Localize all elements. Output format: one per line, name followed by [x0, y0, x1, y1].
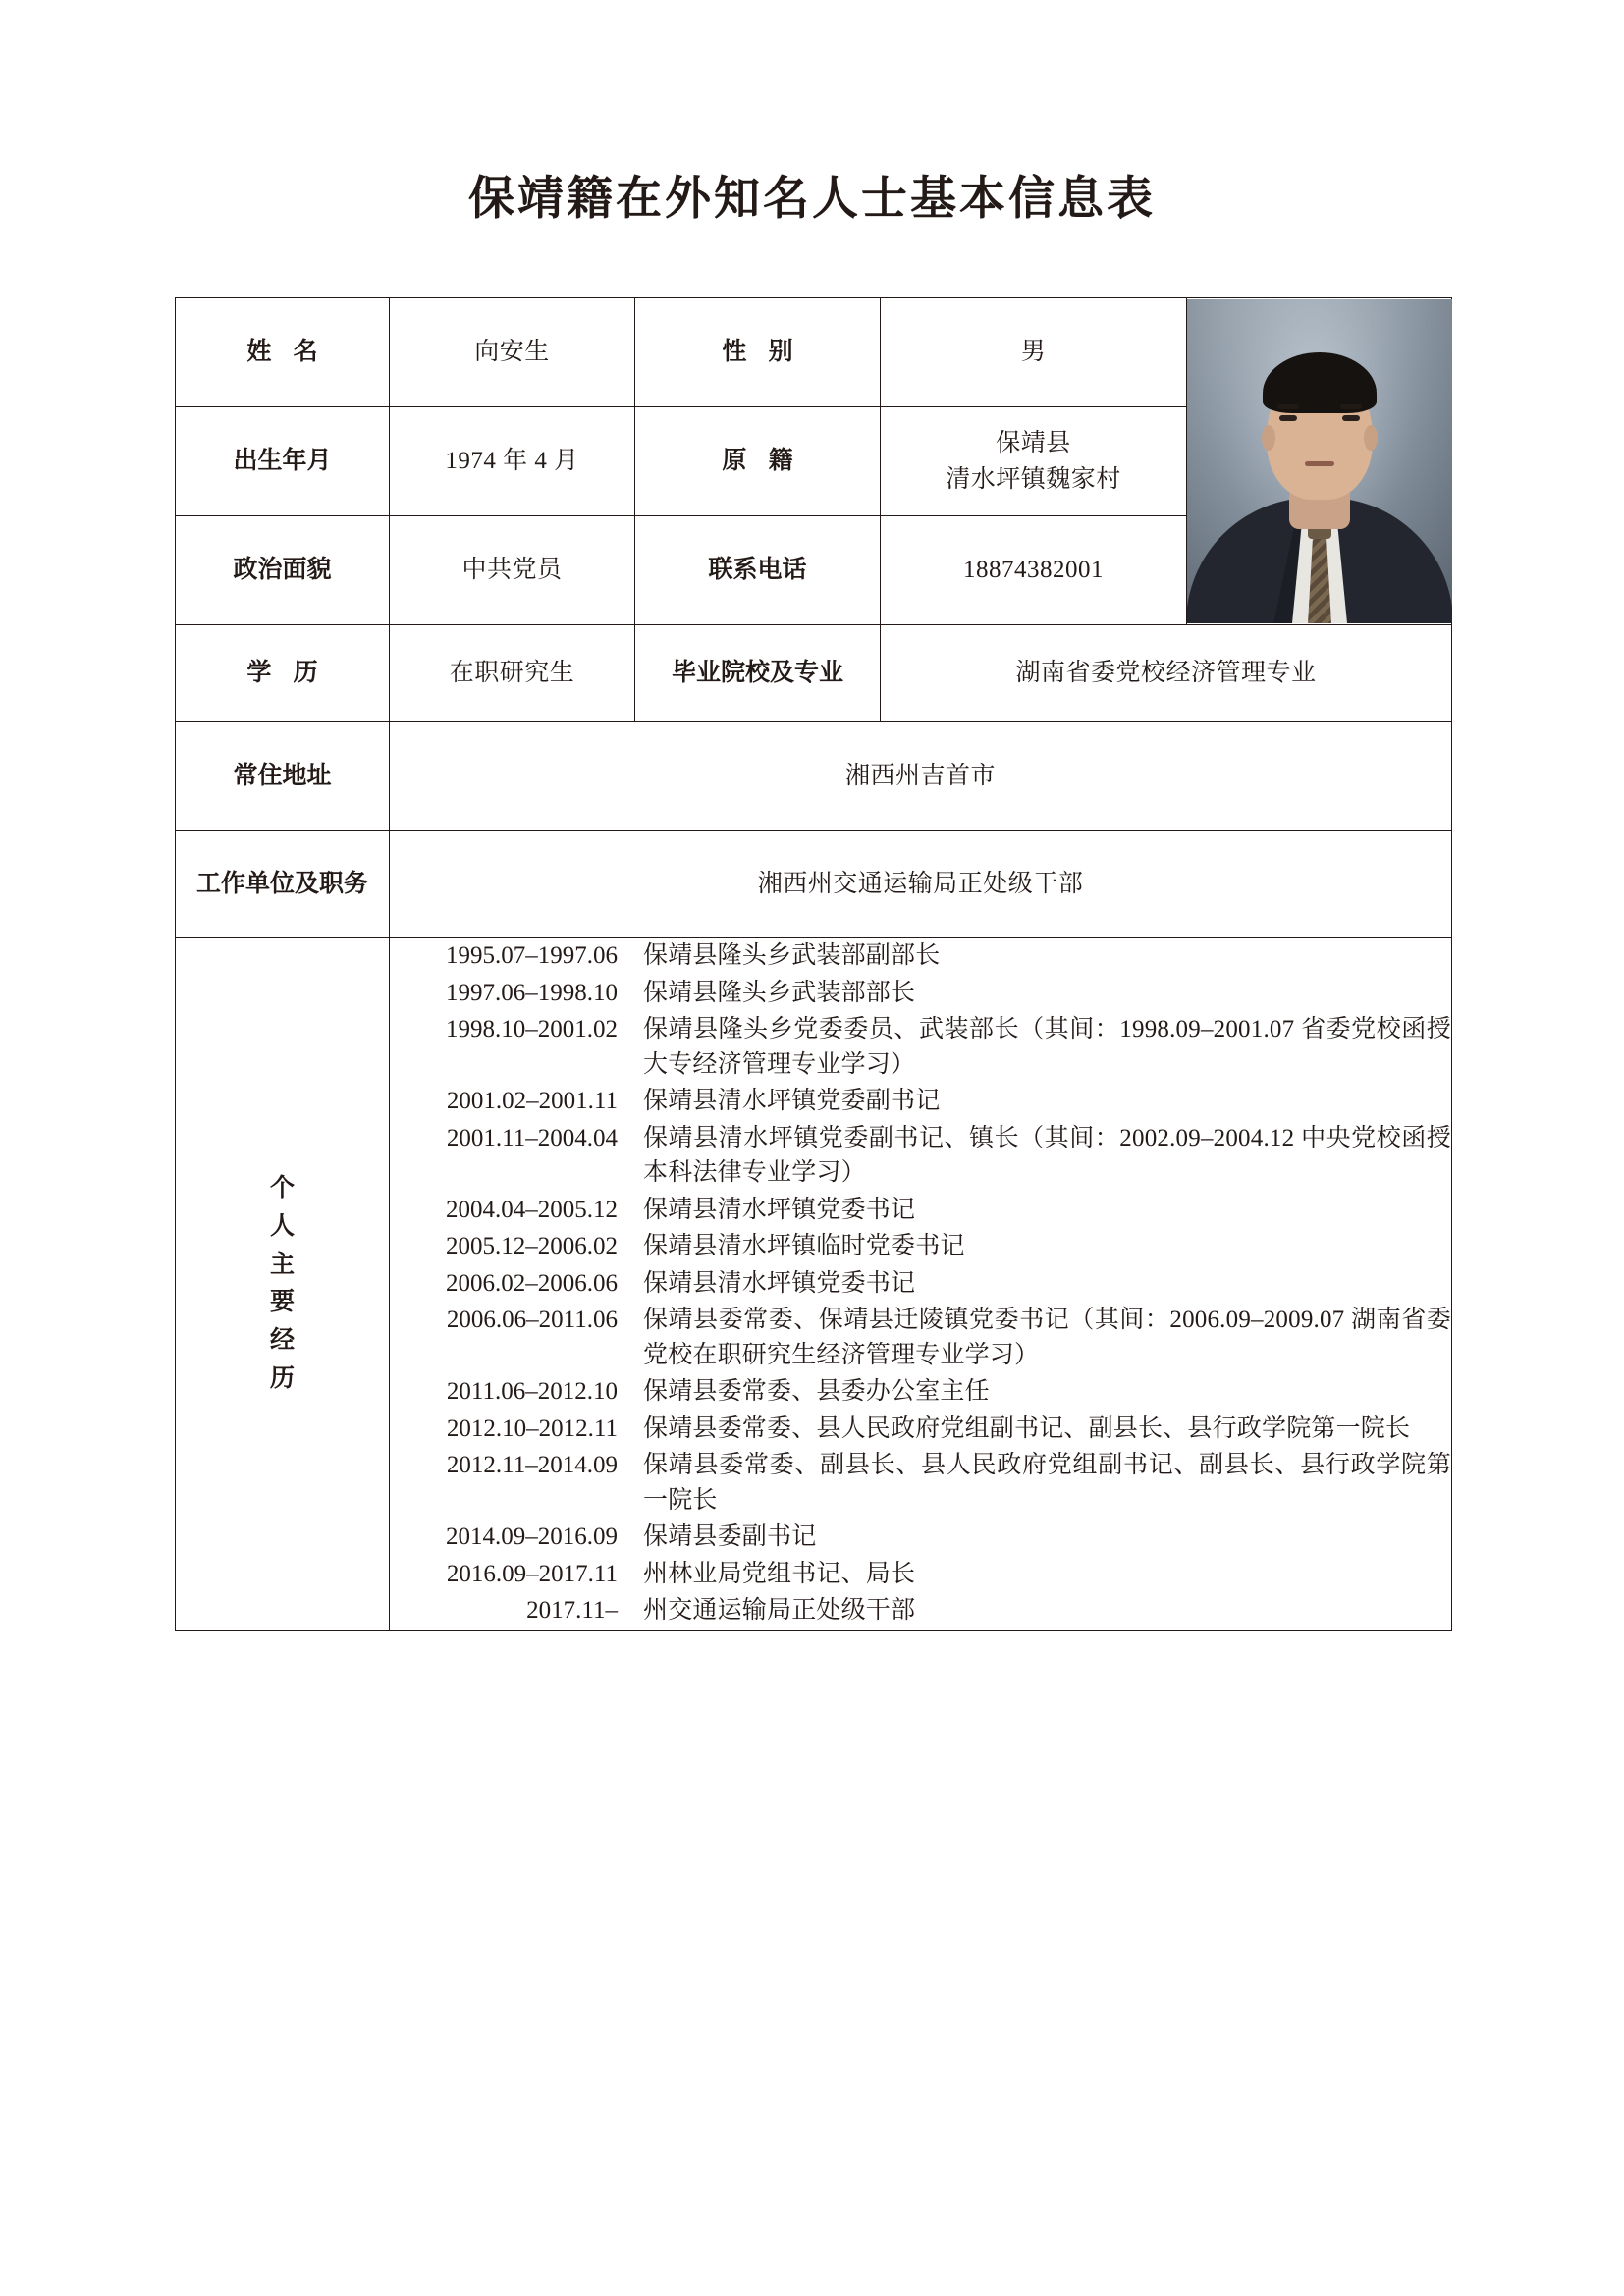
experience-period: 2012.11–2014.09 — [446, 1452, 618, 1478]
experience-description: 保靖县委常委、保靖县迁陵镇党委书记（其间：2006.09–2009.07 湖南省委党校在职研究生经济管理专业学习） — [643, 1307, 1451, 1368]
eye-right — [1342, 415, 1360, 421]
name-label: 姓 名 — [176, 298, 390, 407]
eyebrow-left — [1277, 404, 1299, 409]
experience-period: 2012.10–2012.11 — [446, 1415, 618, 1442]
experience-item — [390, 1557, 1451, 1592]
experience-period: 2006.06–2011.06 — [446, 1307, 618, 1333]
experience-description: 保靖县清水坪镇临时党委书记 — [643, 1233, 965, 1259]
education-value: 在职研究生 — [390, 625, 635, 722]
experience-period: 1995.07–1997.06 — [446, 942, 618, 969]
experience-body — [390, 938, 1452, 1631]
experience-period: 2016.09–2017.11 — [446, 1560, 618, 1587]
school-value: 湖南省委党校经济管理专业 — [881, 625, 1452, 722]
table-row — [176, 722, 1452, 831]
ear-left — [1262, 425, 1275, 451]
basic-info-table — [175, 297, 1452, 1631]
experience-description: 州林业局党组书记、局长 — [643, 1560, 916, 1587]
political-status-value: 中共党员 — [390, 516, 635, 625]
experience-label-char: 要 — [269, 1289, 295, 1316]
experience-description: 保靖县委常委、副县长、县人民政府党组副书记、副县长、县行政学院第一院长 — [643, 1452, 1451, 1514]
name-value: 向安生 — [390, 298, 635, 407]
experience-description: 保靖县清水坪镇党委书记 — [643, 1269, 916, 1297]
experience-period: 2006.02–2006.06 — [446, 1269, 618, 1297]
mouth — [1305, 461, 1334, 466]
experience-label — [176, 938, 390, 1631]
experience-description: 保靖县委常委、县委办公室主任 — [643, 1378, 990, 1405]
political-status-label: 政治面貌 — [176, 516, 390, 625]
work-unit-label: 工作单位及职务 — [176, 831, 390, 938]
address-value: 湘西州吉首市 — [390, 722, 1452, 831]
experience-row — [176, 938, 1452, 1631]
experience-item — [390, 1193, 1451, 1228]
experience-description: 保靖县隆头乡武装部副部长 — [643, 942, 941, 969]
experience-item — [390, 1012, 1451, 1082]
gender-label: 性 别 — [635, 298, 881, 407]
info-table-container — [175, 297, 1451, 1631]
portrait-photo — [1187, 299, 1452, 623]
origin-value-line1: 保靖县 — [996, 429, 1071, 456]
education-label: 学 历 — [176, 625, 390, 722]
birth-value: 1974 年 4 月 — [390, 407, 635, 516]
eye-left — [1279, 415, 1297, 421]
birth-label: 出生年月 — [176, 407, 390, 516]
table-row — [176, 625, 1452, 722]
experience-item — [390, 938, 1451, 974]
experience-period: 2001.11–2004.04 — [446, 1124, 618, 1151]
phone-value: 18874382001 — [881, 516, 1187, 625]
eyebrow-right — [1340, 404, 1362, 409]
experience-item — [390, 1303, 1451, 1372]
experience-period: 2001.02–2001.11 — [446, 1088, 618, 1114]
experience-period: 2017.11– — [526, 1597, 618, 1624]
origin-value-line2: 清水坪镇魏家村 — [946, 466, 1121, 493]
experience-label-char: 历 — [269, 1364, 295, 1392]
experience-item — [390, 1374, 1451, 1410]
experience-description: 保靖县清水坪镇党委副书记 — [643, 1088, 941, 1114]
experience-period: 2004.04–2005.12 — [446, 1196, 618, 1223]
gender-value: 男 — [881, 298, 1187, 407]
origin-label: 原 籍 — [635, 407, 881, 516]
experience-label-char: 人 — [269, 1212, 295, 1240]
experience-item — [390, 1412, 1451, 1447]
experience-description: 保靖县隆头乡党委委员、武装部长（其间：1998.09–2001.07 省委党校函授大专经济管理专业学习） — [643, 1016, 1451, 1078]
phone-label: 联系电话 — [635, 516, 881, 625]
experience-description: 州交通运输局正处级干部 — [643, 1597, 916, 1624]
experience-item — [390, 1084, 1451, 1119]
table-row — [176, 831, 1452, 938]
experience-item — [390, 1520, 1451, 1555]
experience-label-char: 主 — [269, 1251, 295, 1278]
experience-description: 保靖县委副书记 — [643, 1523, 817, 1550]
experience-item — [390, 1266, 1451, 1302]
experience-description: 保靖县清水坪镇党委书记 — [643, 1196, 916, 1223]
table-row — [176, 298, 1452, 407]
experience-list — [390, 938, 1451, 1629]
experience-item — [390, 1593, 1451, 1629]
experience-period: 1997.06–1998.10 — [446, 979, 618, 1006]
address-label: 常住地址 — [176, 722, 390, 831]
experience-item — [390, 976, 1451, 1011]
experience-item — [390, 1229, 1451, 1264]
experience-period: 1998.10–2001.02 — [446, 1016, 618, 1042]
page-title: 保靖籍在外知名人士基本信息表 — [468, 174, 1156, 225]
work-unit-value: 湘西州交通运输局正处级干部 — [390, 831, 1452, 938]
experience-item — [390, 1121, 1451, 1191]
ear-right — [1364, 425, 1378, 451]
experience-period: 2011.06–2012.10 — [446, 1378, 618, 1405]
origin-value — [881, 407, 1187, 516]
photo-cell — [1187, 298, 1452, 625]
experience-period: 2014.09–2016.09 — [446, 1523, 618, 1550]
school-label: 毕业院校及专业 — [635, 625, 881, 722]
experience-item — [390, 1448, 1451, 1518]
experience-description: 保靖县隆头乡武装部部长 — [643, 979, 916, 1006]
experience-description: 保靖县委常委、县人民政府党组副书记、副县长、县行政学院第一院长 — [643, 1415, 1411, 1442]
experience-description: 保靖县清水坪镇党委副书记、镇长（其间：2002.09–2004.12 中央党校函授本科法律专业学习） — [643, 1124, 1451, 1186]
experience-label-vertical — [270, 1170, 295, 1399]
experience-label-char: 经 — [269, 1327, 295, 1354]
experience-period: 2005.12–2006.02 — [446, 1233, 618, 1259]
experience-label-char: 个 — [269, 1175, 295, 1201]
